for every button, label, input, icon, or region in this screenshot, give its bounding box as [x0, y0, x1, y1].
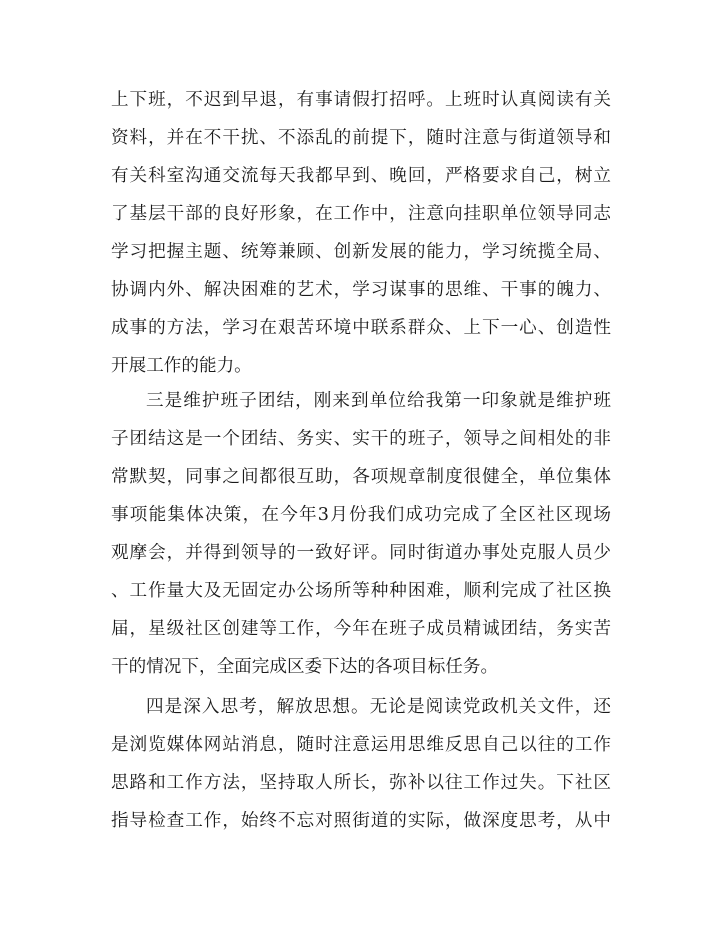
text-line: 开展工作的能力。 — [111, 356, 252, 376]
text-line: 成事的方法，学习在艰苦环境中联系群众、上下一心、创造性 — [111, 318, 611, 338]
text-line: 四是深入思考，解放思想。无论是阅读党政机关文件，还 — [146, 697, 611, 717]
text-line: 观摩会，并得到领导的一致好评。同时街道办事处克服人员少 — [111, 543, 611, 563]
text-line: 协调内外、解决困难的艺术，学习谋事的思维、干事的魄力、 — [111, 280, 611, 300]
text-line: 三是维护班子团结，刚来到单位给我第一印象就是维护班 — [146, 391, 611, 411]
text-line: 有关科室沟通交流每天我都早到、晚回，严格要求自己，树立 — [111, 166, 611, 186]
text-line: 干的情况下，全面完成区委下达的各项目标任务。 — [111, 657, 499, 677]
text-line: 学习把握主题、统筹兼顾、创新发展的能力，学习统揽全局、 — [111, 242, 611, 262]
text-line: 事项能集体决策，在今年3月份我们成功完成了全区社区现场 — [111, 505, 611, 525]
paragraph-2 — [111, 382, 611, 686]
text-line: 届，星级社区创建等工作，今年在班子成员精诚团结，务实苦 — [111, 619, 611, 639]
paragraph-3 — [111, 688, 611, 840]
text-line: 常默契，同事之间都很互助，各项规章制度很健全，单位集体 — [111, 467, 611, 487]
text-line: 上下班，不迟到早退，有事请假打招呼。上班时认真阅读有关 — [111, 90, 611, 110]
text-line: 思路和工作方法，坚持取人所长，弥补以往工作过失。下社区 — [111, 773, 611, 793]
text-line: 是浏览媒体网站消息，随时注意运用思维反思自己以往的工作 — [111, 735, 611, 755]
text-line: 子团结这是一个团结、务实、实干的班子，领导之间相处的非 — [111, 429, 611, 449]
text-line: 、工作量大及无固定办公场所等种种困难，顺利完成了社区换 — [111, 581, 611, 601]
text-line: 了基层干部的良好形象，在工作中，注意向挂职单位领导同志 — [111, 204, 611, 224]
paragraph-1 — [111, 81, 611, 385]
text-line: 指导检查工作，始终不忘对照街道的实际，做深度思考，从中 — [111, 811, 611, 831]
text-line: 资料，并在不干扰、不添乱的前提下，随时注意与街道领导和 — [111, 128, 611, 148]
